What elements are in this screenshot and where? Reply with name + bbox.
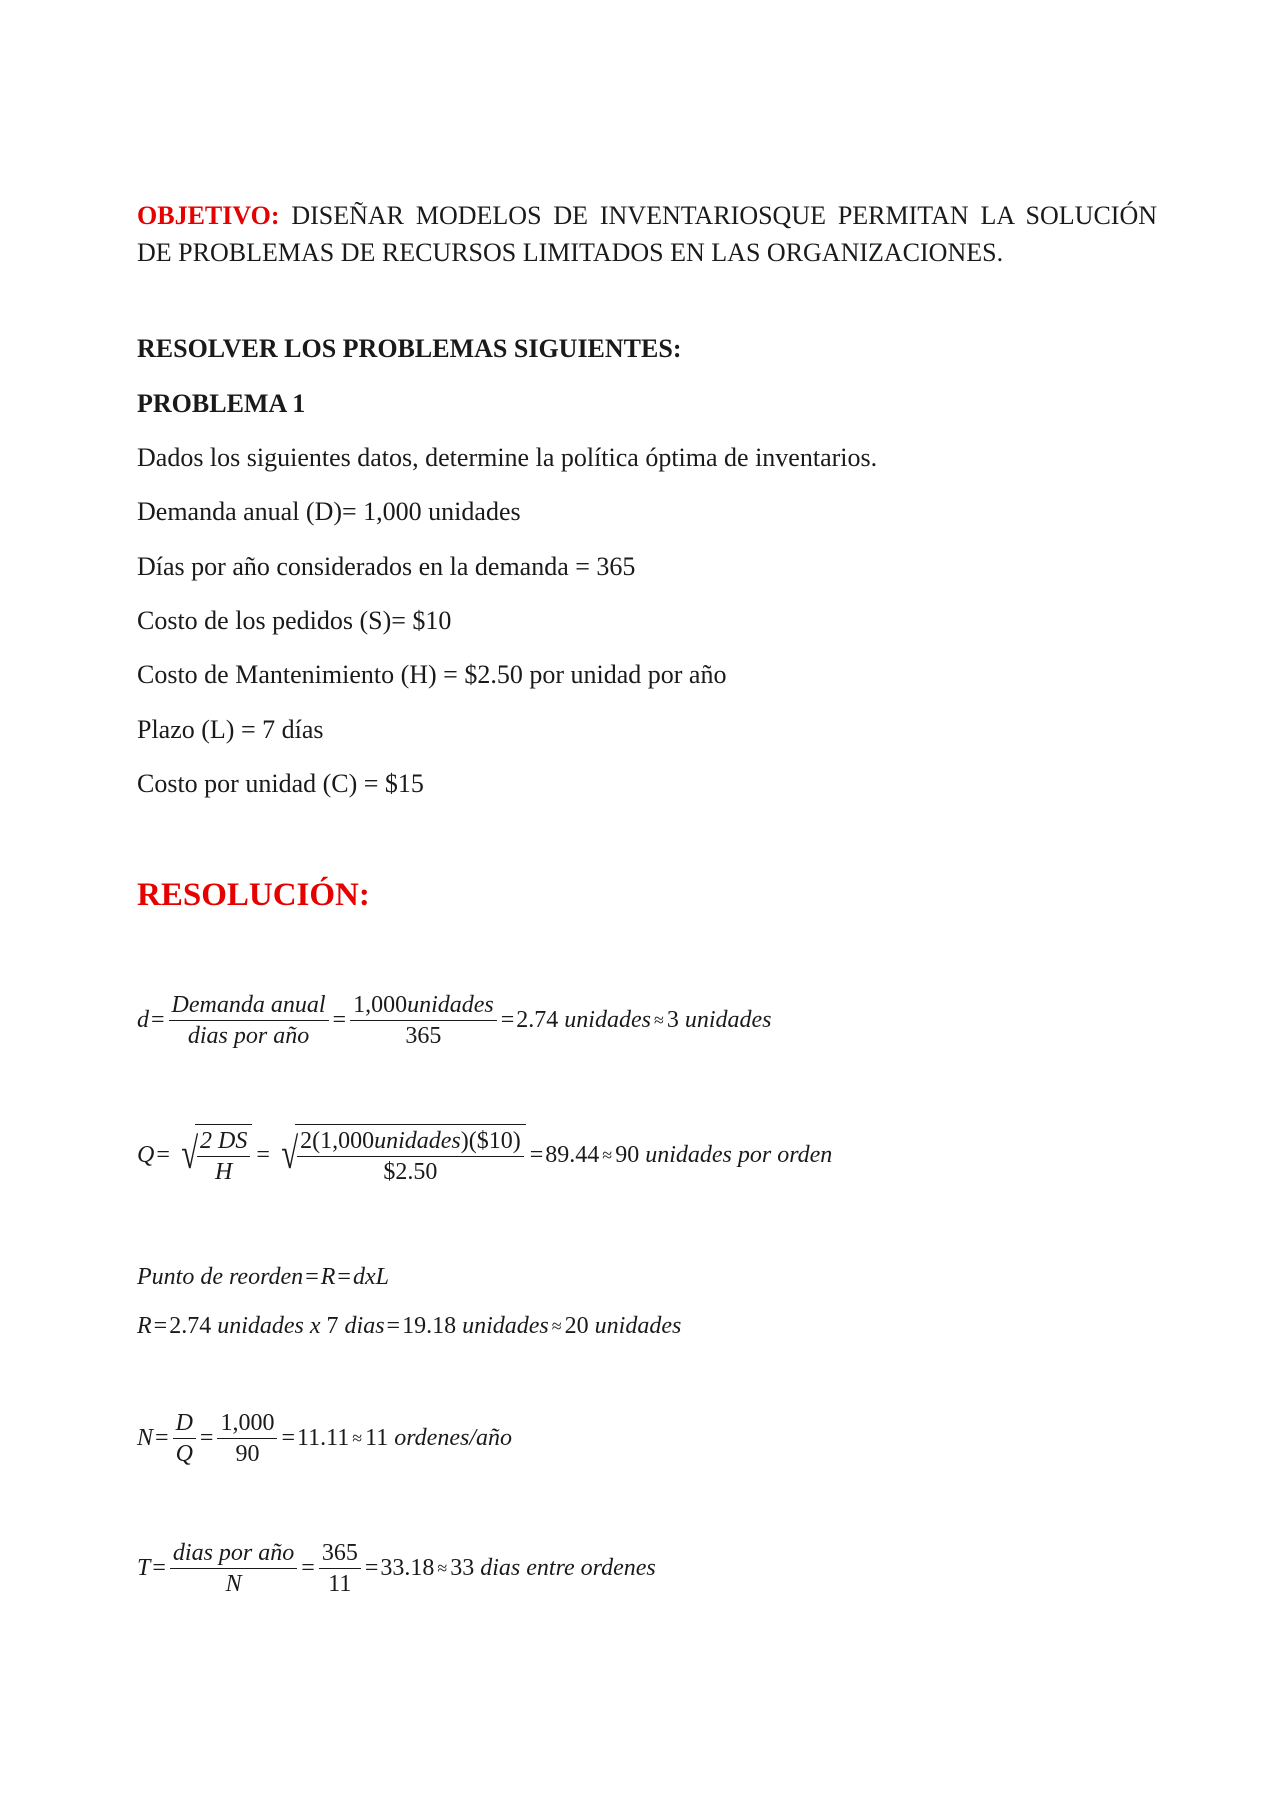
eq-q-radical-1: √ $\frac{2 DS}{H}$ <box>174 1124 253 1186</box>
equation-economic-order-quantity: Q = √ $\frac{2 DS}{H}$ = √ $\frac{\text{2(1,000unidades)(\$10)}}{\$2.50}$ = 89.44 ≈ 90 unidades por orden <box>137 1124 832 1186</box>
data-line-holding-cost: Costo de Mantenimiento (H) = $2.50 por unidad por año <box>137 660 727 689</box>
eq-d-fraction-2: $\frac{\text{1,000unidades}}{365}$ <box>350 991 497 1050</box>
equation-time-between-orders: T = $\frac{\text{dias por año}}{N}$ = $\frac{365}{11}$ = 33.18 ≈ 33 dias entre ordenes <box>137 1540 656 1597</box>
data-line-days: Días por año considerados en la demanda = 365 <box>137 552 636 581</box>
problem-statement: Dados los siguientes datos, determine la política óptima de inventarios. <box>137 443 878 472</box>
eq-q-radical-2: √ $\frac{\text{2(1,000unidades)(\$10)}}{\$2.50}$ <box>274 1124 526 1186</box>
eq-q-lhs: Q <box>137 1141 155 1168</box>
objective-text: DISEÑAR MODELOS DE INVENTARIOSQUE PERMITAN LA SOLUCIÓN DE PROBLEMAS DE RECURSOS LIMITADOS EN LAS ORGANIZACIONES. <box>137 201 1157 267</box>
data-line-unit-cost: Costo por unidad (C) = $15 <box>137 769 424 798</box>
eq-d-lhs: d <box>137 1007 149 1033</box>
objective-paragraph <box>137 197 1157 271</box>
data-line-order-cost: Costo de los pedidos (S)= $10 <box>137 606 452 635</box>
problem-title: PROBLEMA 1 <box>137 389 306 418</box>
objective-label: OBJETIVO: <box>137 201 280 230</box>
equation-number-of-orders: N = $\frac{D}{Q}$ = $\frac{1,000}{90}$ = 11.11 ≈ 11 ordenes/año <box>137 1410 512 1467</box>
data-line-lead-time: Plazo (L) = 7 días <box>137 715 324 744</box>
equation-reorder-point-definition: Punto de reorden = R = dxL <box>137 1264 389 1290</box>
data-line-demand: Demanda anual (D)= 1,000 unidades <box>137 497 521 526</box>
resolution-heading: RESOLUCIÓN: <box>137 877 370 913</box>
equation-daily-demand: d = $\frac{\text{Demanda anual}}{\text{dias por año}}$ = $\frac{\text{1,000unidades}}{365}$ = 2.74 unidades ≈ 3 unidades <box>137 992 772 1049</box>
eq-d-fraction-1: $\frac{\text{Demanda anual}}{\text{dias por año}}$ <box>169 991 329 1050</box>
equation-reorder-point-value: R = 2.74 unidades x 7 dias = 19.18 unidades ≈ 20 unidades <box>137 1313 682 1339</box>
instructions-heading: RESOLVER LOS PROBLEMAS SIGUIENTES: <box>137 334 682 363</box>
